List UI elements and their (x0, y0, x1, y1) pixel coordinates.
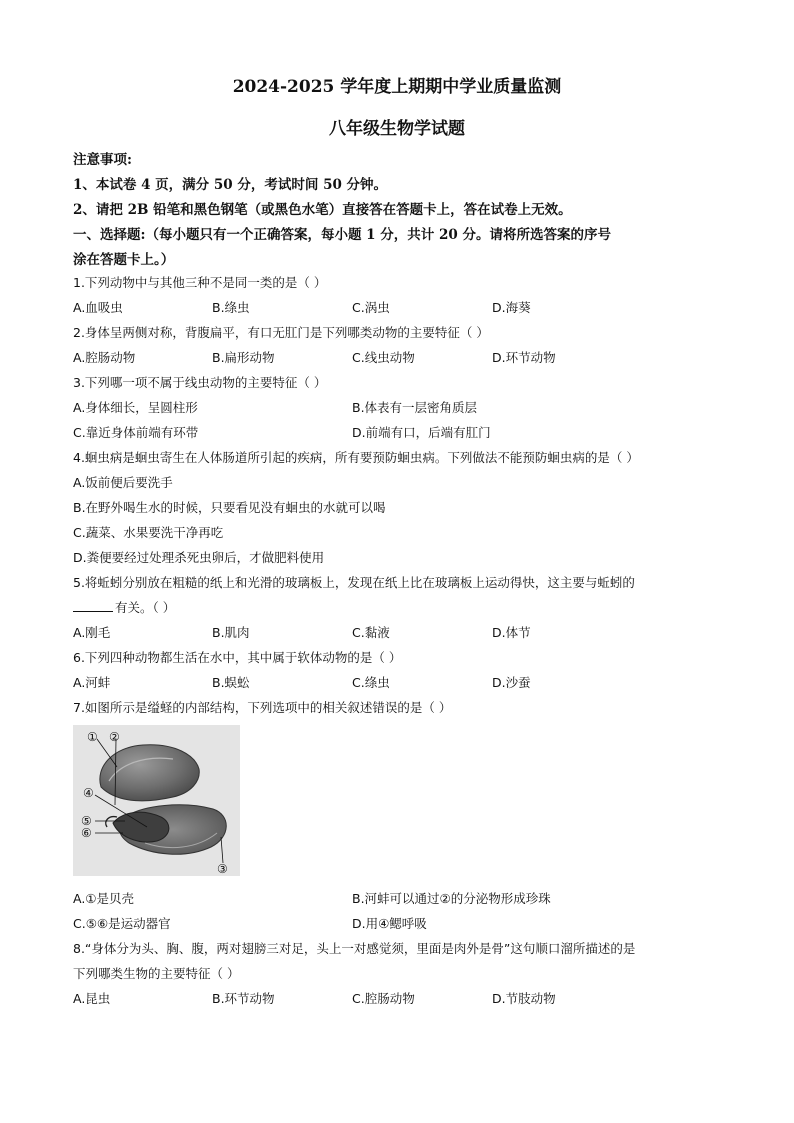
question-8-option-d: D.节肢动物 (492, 991, 556, 1006)
question-5-option-b: B.肌肉 (212, 625, 250, 640)
question-6-option-c: C.绦虫 (352, 675, 390, 690)
question-2-stem: 2.身体呈两侧对称，背腹扁平，有口无肛门是下列哪类动物的主要特征（ ） (73, 325, 489, 340)
question-5-option-a: A.刚毛 (73, 625, 111, 640)
question-3-option-d: D.前端有口，后端有肛门 (352, 425, 491, 440)
question-4-option-c: C.蔬菜、水果要洗干净再吃 (73, 525, 224, 540)
question-7-stem: 7.如图所示是缢蛏的内部结构，下列选项中的相关叙述错误的是（ ） (73, 700, 452, 715)
question-2-option-d: D.环节动物 (492, 350, 556, 365)
question-5-stem-cont (73, 598, 175, 616)
figure-label-5: ⑤ (81, 814, 92, 828)
question-1-option-d: D.海葵 (492, 300, 531, 315)
question-7-option-c: C.⑤⑥是运动器官 (73, 916, 171, 931)
question-8-option-b: B.环节动物 (212, 991, 275, 1006)
question-5-option-d: D.体节 (492, 625, 531, 640)
question-5-stem: 5.将蚯蚓分别放在粗糙的纸上和光滑的玻璃板上，发现在纸上比在玻璃板上运动得快，这主要与蚯蚓的 (73, 575, 635, 590)
question-7-option-d: D.用④鳃呼吸 (352, 916, 427, 931)
question-3-stem: 3.下列哪一项不属于线虫动物的主要特征（ ） (73, 375, 327, 390)
figure-label-2: ② (109, 730, 120, 744)
question-4-option-d: D.粪便要经过处理杀死虫卵后，才做肥料使用 (73, 550, 325, 565)
figure-label-4: ④ (83, 786, 94, 800)
razor-clam-illustration (73, 725, 240, 876)
figure-label-1: ① (87, 730, 98, 744)
question-1-option-a: A.血吸虫 (73, 300, 123, 315)
question-8-option-c: C.腔肠动物 (352, 991, 415, 1006)
question-3-option-c: C.靠近身体前端有环带 (73, 425, 199, 440)
question-6-option-b: B.蜈蚣 (212, 675, 250, 690)
question-6-option-a: A.河蚌 (73, 675, 111, 690)
note-item-2: 2、请把 2B 铅笔和黑色钢笔（或黑色水笔）直接答在答题卡上，答在试卷上无效。 (73, 202, 572, 218)
question-4-option-b: B.在野外喝生水的时候，只要看见没有蛔虫的水就可以喝 (73, 500, 386, 515)
question-3-option-a: A.身体细长，呈圆柱形 (73, 400, 198, 415)
question-8-stem-cont: 下列哪类生物的主要特征（ ） (73, 966, 240, 981)
question-1-option-b: B.绦虫 (212, 300, 250, 315)
razor-clam-figure (73, 725, 240, 876)
exam-subtitle: 八年级生物学试题 (329, 119, 465, 139)
question-1-stem: 1.下列动物中与其他三种不是同一类的是（ ） (73, 275, 327, 290)
question-4-stem: 4.蛔虫病是蛔虫寄生在人体肠道所引起的疾病，所有要预防蛔虫病。下列做法不能预防蛔虫病的是（ ） (73, 450, 639, 465)
question-3-option-b: B.体表有一层密角质层 (352, 400, 478, 415)
question-2-option-b: B.扁形动物 (212, 350, 275, 365)
question-4-option-a: A.饭前便后要洗手 (73, 475, 173, 490)
figure-label-3: ③ (217, 862, 228, 876)
question-1-option-c: C.涡虫 (352, 300, 390, 315)
question-5-stem-end: 有关。（ ） (115, 600, 176, 615)
question-2-option-c: C.线虫动物 (352, 350, 415, 365)
question-6-option-d: D.沙蚕 (492, 675, 531, 690)
question-7-option-b: B.河蚌可以通过②的分泌物形成珍珠 (352, 891, 551, 906)
exam-title: 2024-2025 学年度上期期中学业质量监测 (232, 77, 562, 97)
question-5-option-c: C.黏液 (352, 625, 390, 640)
question-2-option-a: A.腔肠动物 (73, 350, 136, 365)
section-heading-cont: 涂在答题卡上。） (73, 252, 175, 268)
notes-heading: 注意事项: (73, 152, 132, 168)
section-heading: 一、选择题:（每小题只有一个正确答案，每小题 1 分，共计 20 分。请将所选答案的序号 (73, 227, 611, 243)
question-6-stem: 6.下列四种动物都生活在水中，其中属于软体动物的是（ ） (73, 650, 402, 665)
note-item-1: 1、本试卷 4 页，满分 50 分，考试时间 50 分钟。 (73, 177, 388, 193)
question-8-stem: 8.“身体分为头、胸、腹，两对翅膀三对足，头上一对感觉须，里面是肉外是骨”这句顺口溜所描述的是 (73, 941, 636, 956)
question-8-option-a: A.昆虫 (73, 991, 111, 1006)
figure-label-6: ⑥ (81, 826, 92, 840)
answer-blank (73, 598, 113, 612)
question-7-option-a: A.①是贝壳 (73, 891, 135, 906)
